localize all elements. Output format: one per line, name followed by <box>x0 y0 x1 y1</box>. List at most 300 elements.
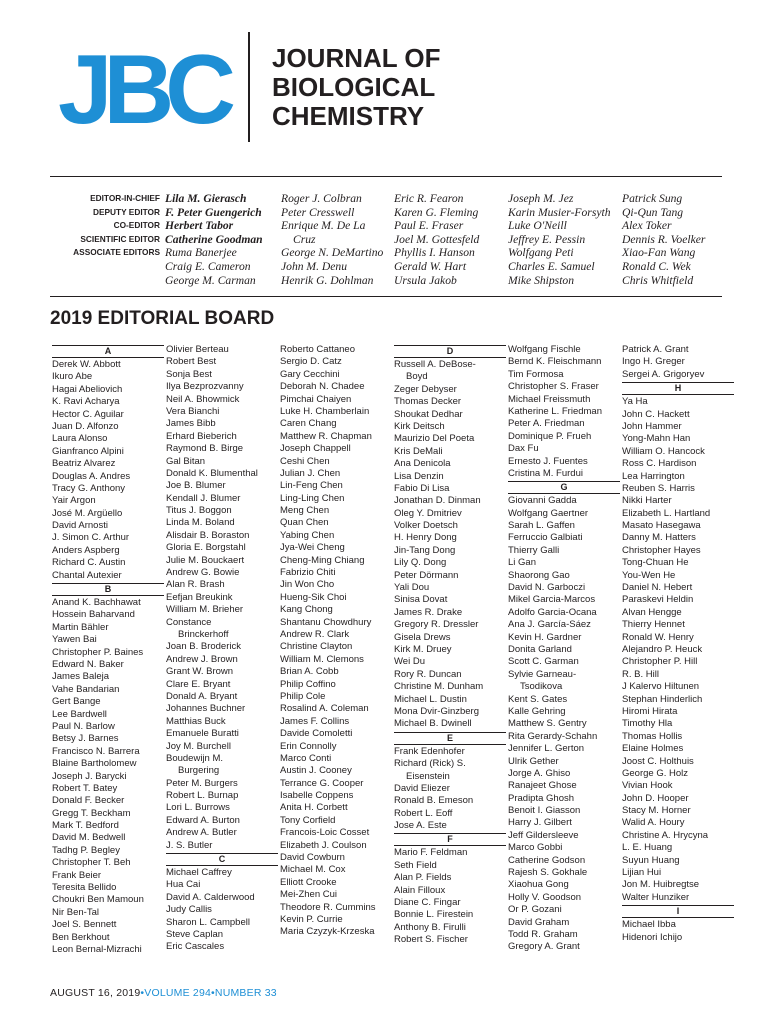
board-member-name: Ana J. García-Sáez <box>508 619 591 631</box>
board-member-name: K. Ravi Acharya <box>52 396 120 408</box>
board-member-name: Lea Harrington <box>622 470 685 482</box>
role-label: ASSOCIATE EDITORS <box>73 247 160 258</box>
board-member-name: Rosalind A. Coleman <box>280 703 369 715</box>
board-member-name: Elaine Holmes <box>622 743 684 755</box>
board-member-name: Patrick A. Grant <box>622 344 689 355</box>
board-member-name: Adolfo Garcia-Ocana <box>508 606 597 618</box>
board-member-name: Luke H. Chamberlain <box>280 405 370 417</box>
board-member-name: Ross C. Hardison <box>622 458 697 470</box>
board-member-name: Kevin P. Currie <box>280 913 343 925</box>
associate-editor-name: Cruz <box>293 232 316 246</box>
page-footer <box>50 987 277 999</box>
board-member-name: Titus J. Boggon <box>166 505 232 517</box>
board-member-name: Li Gan <box>508 557 536 569</box>
board-member-name: Marco Conti <box>280 752 332 764</box>
board-member-name: Robert T. Batey <box>52 782 118 794</box>
board-member-name: Thomas Hollis <box>622 730 683 742</box>
board-member-name: Lily Q. Dong <box>394 557 447 569</box>
board-member-name: Kirk M. Druey <box>394 643 452 655</box>
board-member-name: Rory R. Duncan <box>394 668 462 680</box>
associate-editor-name: Karin Musier-Forsyth <box>508 205 611 219</box>
associate-editor-name: George N. DeMartino <box>281 246 384 260</box>
board-member-name: William M. Clemons <box>280 653 364 665</box>
section-letter: I <box>622 905 734 918</box>
board-member-name: Jya-Wei Cheng <box>280 542 345 554</box>
board-member-name: Burgering <box>178 765 220 777</box>
board-member-name: Donald A. Bryant <box>166 690 238 702</box>
board-member-name: Ling-Ling Chen <box>280 492 345 504</box>
board-member-name: Hossein Baharvand <box>52 609 135 621</box>
board-member-name: Leon Bernal-Mizrachi <box>52 943 142 955</box>
editor-name: George M. Carman <box>165 273 256 287</box>
board-member-name: Mei-Zhen Cui <box>280 889 338 901</box>
board-member-name: Judy Callis <box>166 904 212 916</box>
board-member-name: Russell A. DeBose- <box>394 359 476 370</box>
board-member-name: Frank Beier <box>52 869 102 881</box>
board-member-name: Holly V. Goodson <box>508 891 582 903</box>
board-member-name: Gisela Drews <box>394 631 451 643</box>
board-member-name: Matthew S. Gentry <box>508 718 587 730</box>
board-member-name: Joy M. Burchell <box>166 740 231 752</box>
editor-name: Herbert Tabor <box>165 219 234 233</box>
board-member-name: Boyd <box>406 371 428 383</box>
board-member-name: J Kalervo Hiltunen <box>622 681 700 693</box>
board-member-name: James Bibb <box>166 418 216 430</box>
board-member-name: Sinisa Dovat <box>394 594 448 606</box>
board-member-name: Michael B. Dwinell <box>394 718 472 730</box>
board-member-name: Vivian Hook <box>622 780 673 792</box>
board-member-name: Kalle Gehring <box>508 705 566 717</box>
board-member-name: Michael Caffrey <box>166 867 232 879</box>
board-member-name: Stephan Hinderlich <box>622 693 703 705</box>
board-member-name: David Eliezer <box>394 782 450 794</box>
board-member-name: Ronald B. Emeson <box>394 795 474 807</box>
board-member-name: Hueng-Sik Choi <box>280 591 347 603</box>
board-member-name: Yawen Bai <box>52 634 97 646</box>
board-rule <box>50 296 722 297</box>
board-member-name: Nir Ben-Tal <box>52 906 99 918</box>
board-member-name: David M. Bedwell <box>52 832 126 844</box>
associate-editor-name: Xiao-Fan Wang <box>622 246 696 260</box>
board-member-name: Jeff Gildersleeve <box>508 829 579 841</box>
board-member-name: José M. Argüello <box>52 507 123 519</box>
board-member-name: Ronald W. Henry <box>622 631 694 643</box>
board-member-name: Teresita Bellido <box>52 882 117 894</box>
board-member-name: Edward N. Baker <box>52 658 124 670</box>
board-member-name: Nikki Harter <box>622 495 672 507</box>
board-member-name: Stacy M. Horner <box>622 805 691 817</box>
board-member-name: Michael M. Cox <box>280 864 346 876</box>
board-member-name: Anand K. Bachhawat <box>52 597 141 609</box>
board-member-name: Michael Ibba <box>622 919 676 931</box>
board-member-name: Giovanni Gadda <box>508 495 577 507</box>
board-member-name: Joel S. Bennett <box>52 919 117 931</box>
board-member-name: John C. Hackett <box>622 408 690 420</box>
board-member-name: Cheng-Ming Chiang <box>280 554 365 566</box>
board-member-name: Philip Coffino <box>280 678 336 690</box>
board-member-name: Peter A. Friedman <box>508 418 585 430</box>
board-member-name: Danny M. Hatters <box>622 532 696 544</box>
associate-editor-name: Eric R. Fearon <box>394 192 464 205</box>
board-member-name: Grant W. Brown <box>166 666 234 678</box>
board-member-name: Donita Garland <box>508 643 572 655</box>
board-member-name: Jon M. Huibregtse <box>622 879 700 891</box>
logo-divider <box>248 32 250 142</box>
board-member-name: Tim Formosa <box>508 368 564 380</box>
board-column <box>280 344 392 939</box>
board-member-name: Jin Won Cho <box>280 579 335 591</box>
associate-editor-name: Charles E. Samuel <box>508 259 595 273</box>
board-member-name: Anders Aspberg <box>52 544 120 556</box>
associate-editors-column <box>622 192 705 287</box>
board-member-name: Derek W. Abbott <box>52 359 121 370</box>
board-member-name: Pradipta Ghosh <box>508 792 575 804</box>
board-member-name: Tadhg P. Begley <box>52 844 120 856</box>
board-member-name: Xiaohua Gong <box>508 879 569 891</box>
associate-editor-name: Chris Whitfield <box>622 273 694 287</box>
board-member-name: Maurizio Del Poeta <box>394 433 475 445</box>
board-member-name: Volker Doetsch <box>394 520 458 532</box>
board-member-name: L. E. Huang <box>622 842 673 854</box>
board-member-name: Gary Cecchini <box>280 368 340 380</box>
section-letter: D <box>394 345 506 358</box>
board-member-name: Yair Argon <box>52 495 96 507</box>
board-member-name: Vahe Bandarian <box>52 683 120 695</box>
board-member-name: David Graham <box>508 916 570 928</box>
board-member-name: Richard (Rick) S. <box>394 758 466 770</box>
section-letter: E <box>394 732 506 745</box>
section-letter: A <box>52 345 164 358</box>
board-member-name: Shantanu Chowdhury <box>280 616 372 628</box>
board-member-name: Rita Gerardy-Schahn <box>508 730 598 742</box>
board-member-name: Kent S. Gates <box>508 693 568 705</box>
board-member-name: Zeger Debyser <box>394 383 457 395</box>
board-member-name: Marco Gobbi <box>508 842 563 854</box>
board-member-name: Gianfranco Alpini <box>52 445 124 457</box>
board-member-name: Christine A. Hrycyna <box>622 829 709 841</box>
board-member-name: Brian A. Cobb <box>280 666 339 678</box>
board-member-name: Scott C. Garman <box>508 656 579 668</box>
board-member-name: Terrance G. Cooper <box>280 777 364 789</box>
board-member-name: Boudewijn M. <box>166 752 224 764</box>
journal-title-line: CHEMISTRY <box>272 101 425 131</box>
board-column <box>508 344 620 954</box>
board-member-name: Christopher T. Beh <box>52 857 131 869</box>
board-member-name: Alvan Hengge <box>622 606 682 618</box>
role-label: DEPUTY EDITOR <box>92 206 160 217</box>
issue-date: AUGUST 16, 2019 <box>50 987 141 999</box>
board-member-name: Daniel N. Hebert <box>622 582 693 594</box>
board-member-name: Jennifer L. Gerton <box>508 743 585 755</box>
board-member-name: Wolfgang Fischle <box>508 344 581 355</box>
board-member-name: Christine Clayton <box>280 641 353 653</box>
board-member-name: You-Wen He <box>622 569 676 581</box>
section-letter: B <box>52 583 164 596</box>
associate-editor-name: Roger J. Colbran <box>281 192 362 205</box>
board-title: 2019 EDITORIAL BOARD <box>50 308 275 329</box>
associate-editor-name: Qi-Qun Tang <box>622 205 684 219</box>
board-member-name: Hiromi Hirata <box>622 705 678 717</box>
board-member-name: Constance <box>166 616 212 628</box>
board-member-name: Matthew R. Chapman <box>280 430 372 442</box>
jbc-logo: JBC <box>58 34 228 144</box>
associate-editor-name: Joel M. Gottesfeld <box>394 232 480 246</box>
board-member-name: David A. Calderwood <box>166 891 255 903</box>
board-member-name: Francois-Loic Cosset <box>280 827 370 839</box>
board-member-name: Wei Du <box>394 656 425 668</box>
board-member-name: Joseph Chappell <box>280 443 351 455</box>
associate-editor-name: Paul E. Fraser <box>394 219 464 233</box>
board-member-name: Thomas Decker <box>394 396 462 408</box>
board-member-name: Mario F. Feldman <box>394 847 468 859</box>
board-member-name: Andrew A. Butler <box>166 827 237 839</box>
board-member-name: Catherine Godson <box>508 854 586 866</box>
board-member-name: Bonnie L. Firestein <box>394 909 474 921</box>
board-member-name: Robert L. Burnap <box>166 790 239 802</box>
board-member-name: Bernd K. Fleischmann <box>508 356 602 368</box>
board-member-name: Martin Bähler <box>52 621 109 633</box>
board-member-name: Paraskevi Heldin <box>622 594 694 606</box>
board-member-name: Suyun Huang <box>622 854 680 866</box>
board-member-name: Ulrik Gether <box>508 755 559 767</box>
board-member-name: Emanuele Buratti <box>166 728 239 740</box>
board-member-name: Julian J. Chen <box>280 467 341 479</box>
board-member-name: Rajesh S. Gokhale <box>508 867 588 879</box>
board-member-name: Ernesto J. Fuentes <box>508 455 588 467</box>
section-letter: F <box>394 833 506 846</box>
board-member-name: Hagai Abeliovich <box>52 383 123 395</box>
board-member-name: Lisa Denzin <box>394 470 444 482</box>
masthead-roles <box>52 192 160 260</box>
board-member-name: Gert Bange <box>52 696 101 708</box>
board-member-name: Brinckerhoff <box>178 628 229 640</box>
board-member-name: Hector C. Aguilar <box>52 408 124 420</box>
masthead-rule <box>50 176 722 177</box>
board-member-name: Peter Dörmann <box>394 569 459 581</box>
board-member-name: Shaorong Gao <box>508 569 570 581</box>
board-member-name: Ana Denicola <box>394 458 451 470</box>
editor-name: Craig E. Cameron <box>165 259 251 273</box>
associate-editor-name: Jeffrey E. Pessin <box>508 232 586 246</box>
associate-editors-column <box>508 192 611 287</box>
footer-separator: • <box>140 987 145 999</box>
board-member-name: Tony Corfield <box>280 814 336 826</box>
board-member-name: Andrew J. Brown <box>166 653 238 665</box>
board-member-name: Choukri Ben Mamoun <box>52 894 144 906</box>
board-member-name: Richard C. Austin <box>52 557 126 569</box>
board-member-name: Frank Edenhofer <box>394 745 465 757</box>
board-member-name: Eric Cascales <box>166 941 225 953</box>
board-member-name: John D. Hooper <box>622 792 689 804</box>
board-member-name: Seth Field <box>394 859 437 871</box>
board-member-name: Michael L. Dustin <box>394 693 467 705</box>
associate-editor-name: Ursula Jakob <box>394 273 457 287</box>
associate-editor-name: Joseph M. Jez <box>508 192 574 205</box>
board-member-name: Michael Freissmuth <box>508 393 591 405</box>
board-member-name: Sylvie Garneau- <box>508 668 577 680</box>
board-member-name: Theodore R. Cummins <box>280 901 376 913</box>
board-member-name: Thierry Galli <box>508 544 560 556</box>
editor-name: F. Peter Guengerich <box>165 205 262 219</box>
board-member-name: Alain Filloux <box>394 884 446 896</box>
board-member-name: Eisenstein <box>406 770 450 782</box>
board-member-name: Kang Chong <box>280 604 333 616</box>
board-member-name: Benoit I. Giasson <box>508 805 581 817</box>
board-member-name: Hua Cai <box>166 879 201 891</box>
board-column <box>166 344 278 954</box>
board-member-name: Johannes Buchner <box>166 703 246 715</box>
board-member-name: Isabelle Coppens <box>280 790 354 802</box>
board-member-name: Sarah L. Gaffen <box>508 520 575 532</box>
board-column <box>394 344 506 947</box>
footer-separator: • <box>211 987 215 999</box>
board-member-name: Cristina M. Furdui <box>508 467 583 479</box>
board-member-name: Sergio D. Catz <box>280 356 342 368</box>
board-member-name: Beatriz Alvarez <box>52 458 116 470</box>
board-member-name: Gregory R. Dressler <box>394 619 479 631</box>
board-member-name: Elizabeth L. Hartland <box>622 507 711 519</box>
board-member-name: David N. Garboczi <box>508 582 586 594</box>
board-member-name: Douglas A. Andres <box>52 470 131 482</box>
board-member-name: Joe B. Blumer <box>166 480 226 492</box>
board-member-name: Steve Caplan <box>166 928 224 940</box>
board-member-name: Diane C. Fingar <box>394 897 461 909</box>
associate-editor-name: Henrik G. Dohlman <box>281 273 374 287</box>
board-member-name: Quan Chen <box>280 517 329 529</box>
board-member-name: Laura Alonso <box>52 433 108 445</box>
masthead-editors <box>165 192 263 287</box>
board-member-name: Yong-Mahn Han <box>622 433 691 445</box>
board-member-name: Joseph J. Barycki <box>52 770 127 782</box>
board-member-name: Wolfgang Gaertner <box>508 507 589 519</box>
board-member-name: James R. Drake <box>394 606 463 618</box>
board-member-name: Linda M. Boland <box>166 517 235 529</box>
board-member-name: James F. Collins <box>280 715 350 727</box>
board-member-name: Kirk Deitsch <box>394 420 445 432</box>
associate-editor-name: Alex Toker <box>622 219 672 233</box>
section-letter: C <box>166 853 278 866</box>
board-member-name: David Cowburn <box>280 852 345 864</box>
board-member-name: Alan P. Fields <box>394 872 452 884</box>
board-member-name: Kevin H. Gardner <box>508 631 582 643</box>
board-member-name: George G. Holz <box>622 767 688 779</box>
board-member-name: Meng Chen <box>280 505 330 517</box>
board-member-name: Erhard Bieberich <box>166 430 237 442</box>
board-member-name: John Hammer <box>622 420 682 432</box>
board-member-name: Ben Berkhout <box>52 931 110 943</box>
board-member-name: Andrew G. Bowie <box>166 567 240 579</box>
board-member-name: Harry J. Gilbert <box>508 817 572 829</box>
board-member-name: Raymond B. Birge <box>166 443 244 455</box>
board-member-name: Clare E. Bryant <box>166 678 231 690</box>
board-member-name: Lee Bardwell <box>52 708 107 720</box>
editor-name: Catherine Goodman <box>165 232 263 246</box>
board-member-name: Julie M. Bouckaert <box>166 554 245 566</box>
board-member-name: Neil A. Bhowmick <box>166 393 240 405</box>
board-member-name: Juan D. Alfonzo <box>52 420 119 432</box>
board-member-name: Katherine L. Friedman <box>508 405 602 417</box>
board-member-name: Eefjan Breukink <box>166 591 233 603</box>
board-member-name: Fabio Di Lisa <box>394 482 450 494</box>
associate-editor-name: Gerald W. Hart <box>394 259 467 273</box>
journal-title-line: JOURNAL OF <box>272 43 441 73</box>
board-member-name: Caren Chang <box>280 418 337 430</box>
board-member-name: Gregg T. Beckham <box>52 807 131 819</box>
associate-editor-name: Mike Shipston <box>508 273 575 287</box>
board-member-name: Philip Cole <box>280 690 326 702</box>
board-member-name: J. Simon C. Arthur <box>52 532 130 544</box>
role-label: EDITOR-IN-CHIEF <box>90 193 160 203</box>
board-member-name: Reuben S. Harris <box>622 482 695 494</box>
board-member-name: Jorge A. Ghiso <box>508 767 571 779</box>
board-member-name: Gloria E. Borgstahl <box>166 542 246 554</box>
associate-editors-column <box>394 192 479 287</box>
board-member-name: Davide Comoletti <box>280 728 353 740</box>
board-member-name: Anita H. Corbett <box>280 802 348 814</box>
board-member-name: Ranajeet Ghose <box>508 780 577 792</box>
board-member-name: Robert L. Eoff <box>394 807 453 819</box>
board-member-name: Elliott Crooke <box>280 876 337 888</box>
board-member-name: Christopher Hayes <box>622 544 701 556</box>
board-member-name: Donald K. Blumenthal <box>166 467 258 479</box>
board-member-name: Lori L. Burrows <box>166 802 230 814</box>
board-member-name: Francisco N. Barrera <box>52 745 140 757</box>
associate-editor-name: Enrique M. De La <box>281 219 366 233</box>
board-member-name: Andrew R. Clark <box>280 628 350 640</box>
board-member-name: Tong-Chuan He <box>622 557 689 569</box>
board-member-name: James Baleja <box>52 671 110 683</box>
board-member-name: Sharon L. Campbell <box>166 916 250 928</box>
board-member-name: Ilya Bezprozvanny <box>166 381 244 393</box>
journal-title-line: BIOLOGICAL <box>272 72 436 102</box>
board-member-name: Gregory A. Grant <box>508 941 580 953</box>
board-member-name: Thierry Hennet <box>622 619 685 631</box>
board-member-name: Dominique P. Frueh <box>508 430 592 442</box>
board-column <box>622 344 734 944</box>
editor-name: Ruma Banerjee <box>165 246 237 260</box>
board-member-name: Kendall J. Blumer <box>166 492 241 504</box>
issue-number: NUMBER 33 <box>214 987 277 999</box>
associate-editor-name: Karen G. Fleming <box>394 205 479 219</box>
board-member-name: Vera Bianchi <box>166 405 220 417</box>
board-member-name: Robert S. Fischer <box>394 934 468 946</box>
board-member-name: Matthias Buck <box>166 715 226 727</box>
section-letter: G <box>508 481 620 494</box>
board-column <box>52 344 164 956</box>
board-member-name: Donald F. Becker <box>52 795 125 807</box>
board-member-name: Lin-Feng Chen <box>280 480 343 492</box>
board-member-name: Anthony B. Firulli <box>394 921 466 933</box>
board-member-name: William O. Hancock <box>622 445 705 457</box>
board-member-name: Fabrizio Chiti <box>280 567 336 579</box>
board-member-name: Alisdair B. Boraston <box>166 529 250 541</box>
board-member-name: Betsy J. Barnes <box>52 733 119 745</box>
associate-editor-name: Dennis R. Voelker <box>622 232 706 246</box>
board-member-name: Dax Fu <box>508 443 539 455</box>
board-member-name: Olivier Berteau <box>166 344 229 355</box>
associate-editor-name: Luke O'Neill <box>508 219 567 233</box>
board-member-name: H. Henry Dong <box>394 532 457 544</box>
associate-editor-name: Ronald C. Wek <box>622 259 691 273</box>
board-member-name: Blaine Bartholomew <box>52 758 137 770</box>
board-member-name: Ingo H. Greger <box>622 356 685 368</box>
board-member-name: Mikel Garcia-Marcos <box>508 594 596 606</box>
board-member-name: Robert Best <box>166 356 217 368</box>
role-label: CO-EDITOR <box>113 220 160 231</box>
board-member-name: Christopher P. Baines <box>52 646 144 658</box>
board-member-name: J. S. Butler <box>166 839 213 851</box>
board-member-name: Yabing Chen <box>280 529 335 541</box>
